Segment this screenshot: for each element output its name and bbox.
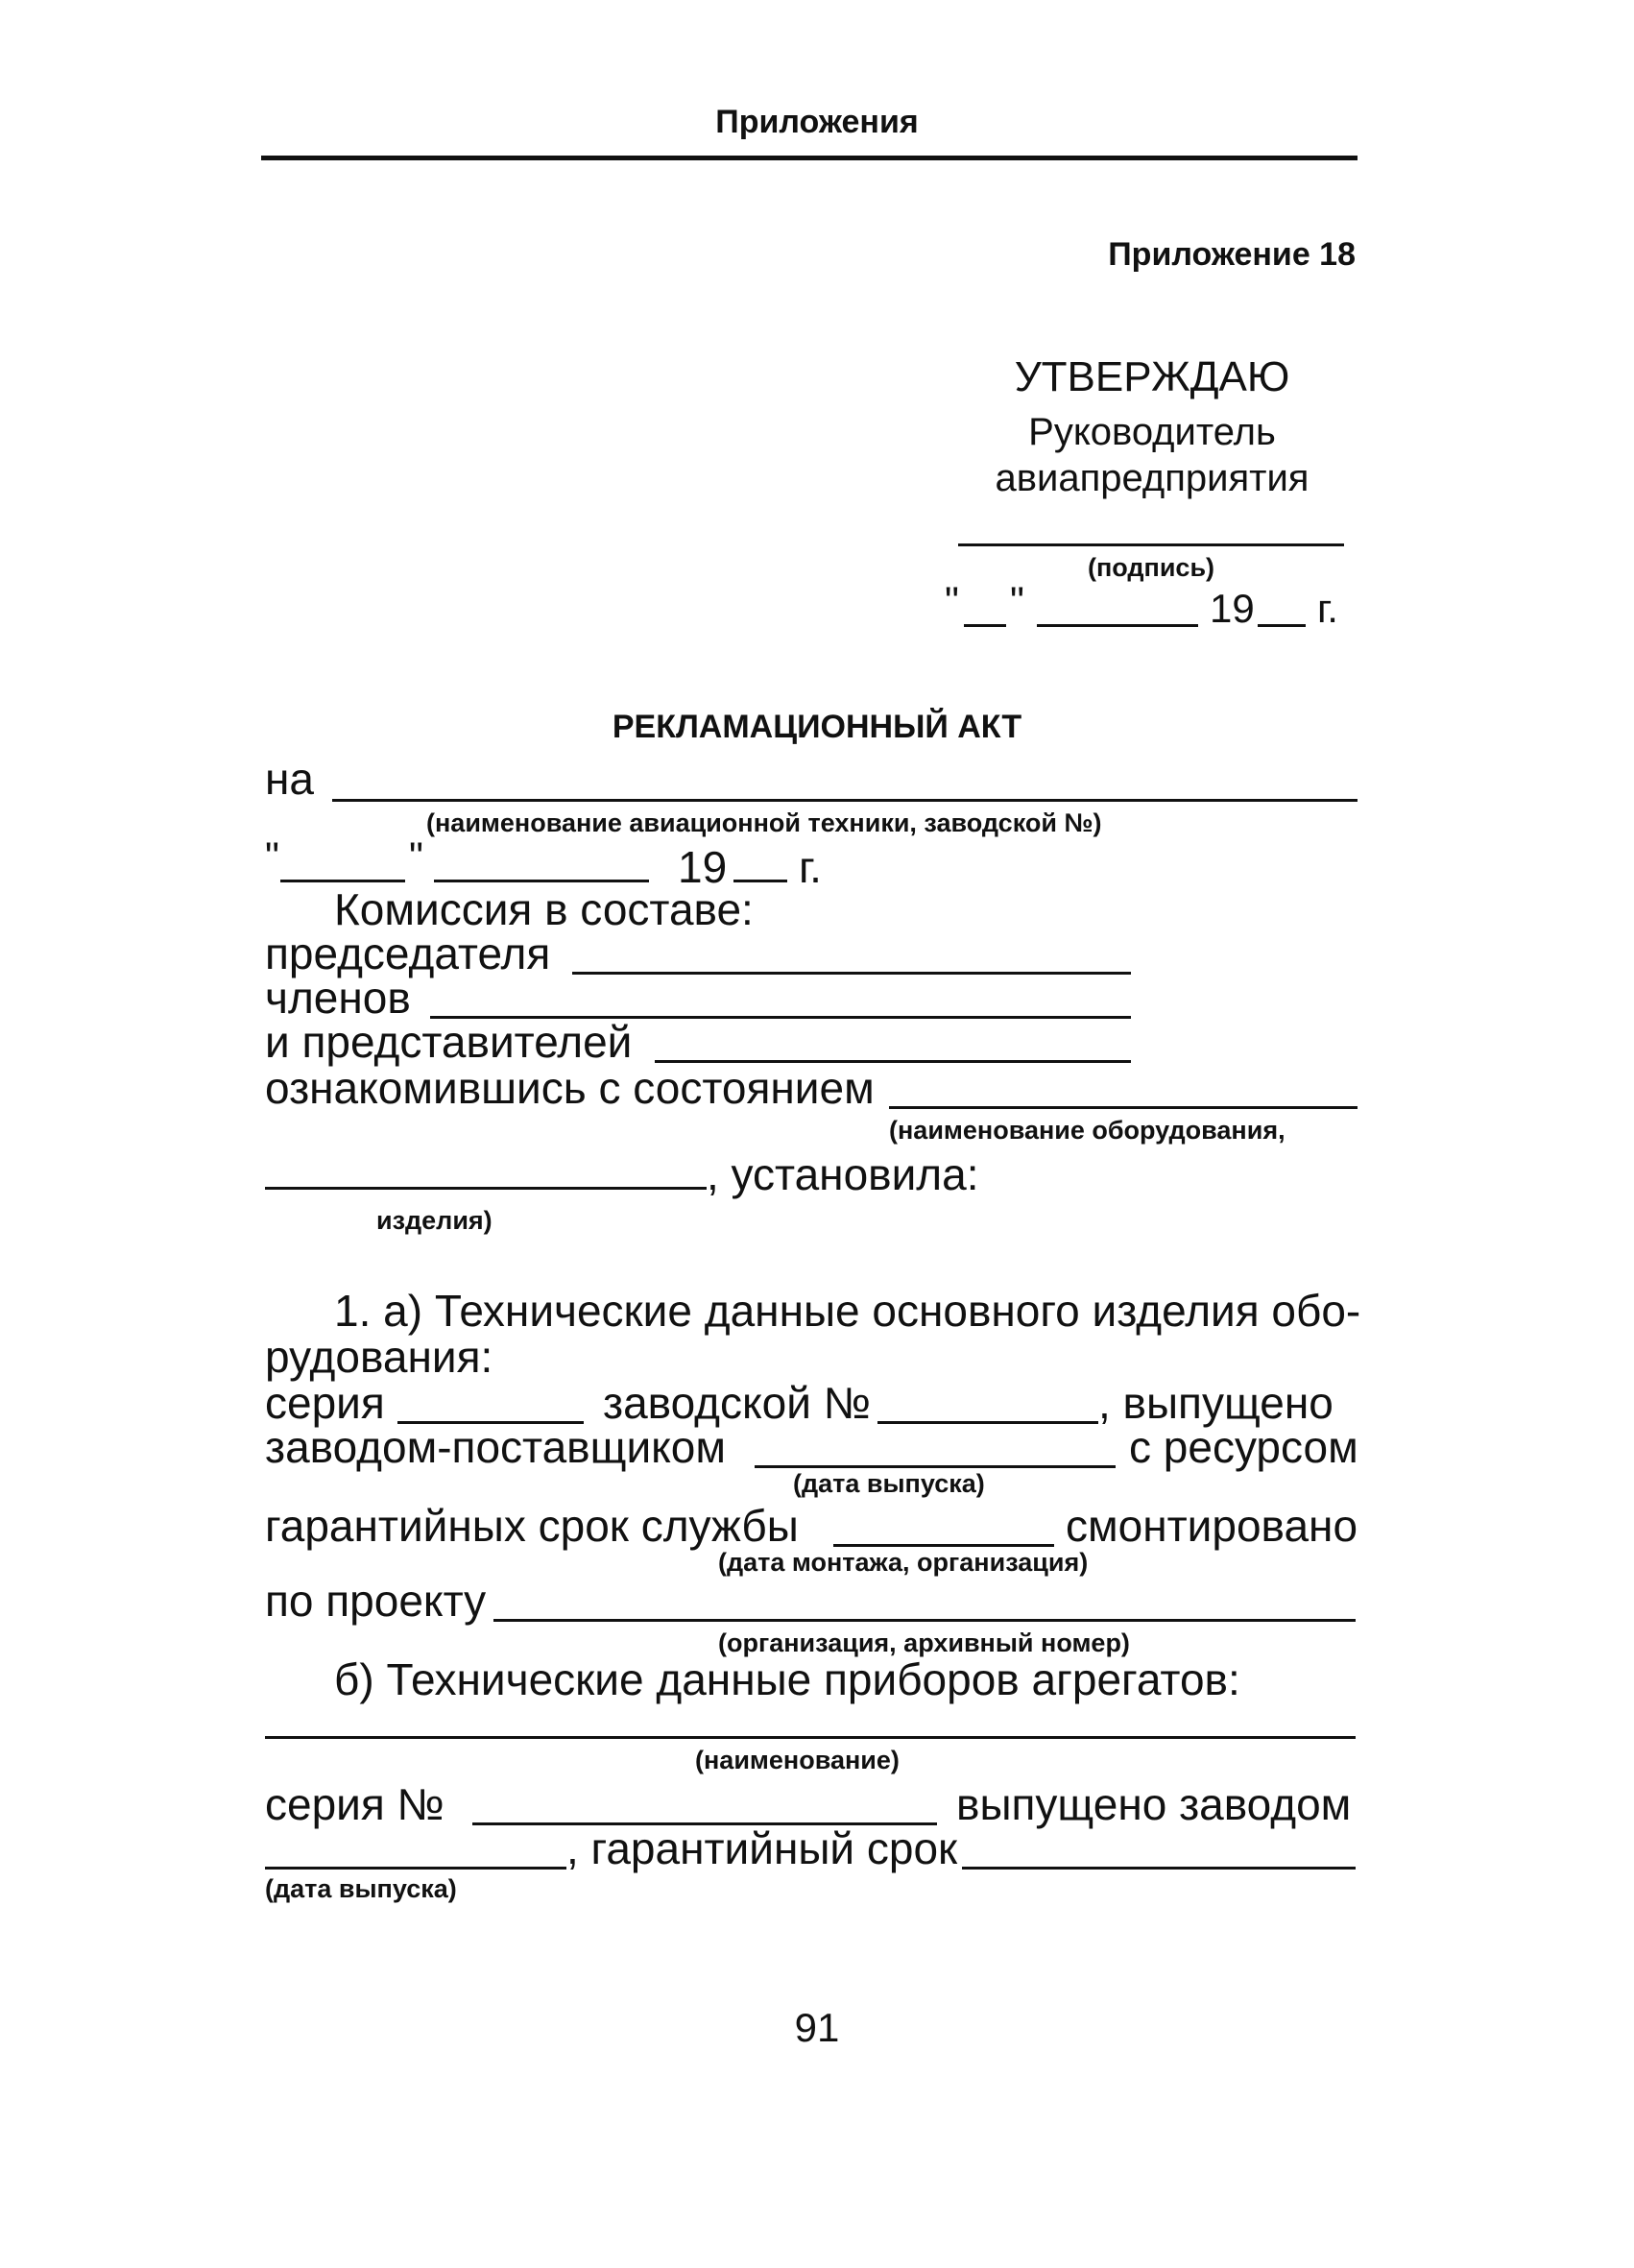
act-year-prefix: 19 [678, 842, 728, 892]
approval-day-field[interactable] [964, 624, 1006, 627]
project-caption: (организация, архивный номер) [718, 1629, 1130, 1657]
examined-caption-1: (наименование оборудования, [889, 1116, 1286, 1145]
examined-field[interactable] [889, 1106, 1358, 1109]
released-label: , выпущено [1098, 1378, 1334, 1428]
chairman-label: председателя [265, 929, 551, 978]
signature-line[interactable] [958, 543, 1344, 546]
act-year-field[interactable] [733, 880, 787, 882]
examined-caption-2: изделия) [376, 1206, 493, 1235]
series-no-label: серия № [265, 1779, 445, 1829]
released-by-factory-label: выпущено заводом [956, 1779, 1352, 1829]
act-date-close-quote: " [409, 833, 423, 879]
supplier-field[interactable] [755, 1465, 1116, 1468]
examined-label: ознакомившись с состоянием [265, 1063, 875, 1113]
approval-date-close-quote: " [1010, 578, 1024, 623]
members-label: членов [265, 973, 411, 1023]
approval-year-field[interactable] [1258, 624, 1306, 627]
running-header: Приложения [715, 104, 919, 140]
supplier-label: заводом-поставщиком [265, 1422, 726, 1472]
appendix-label: Приложение 18 [1108, 236, 1356, 273]
factory-no-label: заводской № [603, 1378, 872, 1428]
approval-year-prefix: 19 [1210, 586, 1255, 631]
warranty-period-label: , гарантийный срок [566, 1823, 958, 1873]
signature-caption: (подпись) [1087, 553, 1215, 582]
approval-year-suffix: г. [1317, 586, 1338, 631]
approve-heading: УТВЕРЖДАЮ [1014, 353, 1290, 400]
item-b-heading: б) Технические данные приборов агрегатов: [334, 1654, 1240, 1704]
device-name-field[interactable] [265, 1736, 1356, 1739]
act-day-field[interactable] [280, 880, 405, 882]
release-date-caption: (дата выпуска) [793, 1469, 985, 1498]
on-caption: (наименование авиационной техники, заводской №) [426, 808, 1102, 837]
mounted-label: смонтировано [1066, 1501, 1358, 1551]
mount-caption: (дата монтажа, организация) [718, 1548, 1089, 1577]
on-field[interactable] [332, 799, 1358, 802]
approval-month-field[interactable] [1037, 624, 1198, 627]
representatives-label: и представителей [265, 1017, 633, 1067]
approval-date-open-quote: " [945, 578, 959, 623]
on-label: на [265, 754, 314, 804]
factory-no-field[interactable] [877, 1421, 1098, 1424]
act-date-open-quote: " [265, 833, 279, 879]
project-field[interactable] [493, 1619, 1356, 1622]
act-month-field[interactable] [434, 880, 649, 882]
examined-continued-field[interactable] [265, 1187, 707, 1190]
resource-label: с ресурсом [1129, 1422, 1358, 1472]
release-date-caption-2: (дата выпуска) [265, 1874, 457, 1903]
page-number: 91 [794, 2005, 840, 2050]
warranty-service-label: гарантийных срок службы [265, 1501, 799, 1551]
item1-line2: рудования: [265, 1332, 493, 1382]
commission-heading: Комиссия в составе: [334, 884, 754, 934]
document-title: РЕКЛАМАЦИОННЫЙ АКТ [612, 709, 1022, 745]
project-label: по проекту [265, 1576, 487, 1626]
act-year-suffix: г. [799, 842, 822, 892]
header-rule [261, 156, 1358, 160]
item1-line1: 1. а) Технические данные основного изделия обо- [334, 1286, 1361, 1336]
approver-role-line1: Руководитель [1028, 411, 1276, 453]
approver-role-line2: авиапредприятия [995, 457, 1310, 499]
release-date-field-2[interactable] [265, 1867, 566, 1870]
chairman-field[interactable] [572, 972, 1131, 975]
warranty-period-field[interactable] [962, 1867, 1356, 1870]
warranty-service-field[interactable] [833, 1544, 1054, 1547]
device-name-caption: (наименование) [695, 1746, 900, 1774]
series-label: серия [265, 1378, 385, 1428]
established-label: , установила: [707, 1149, 979, 1199]
